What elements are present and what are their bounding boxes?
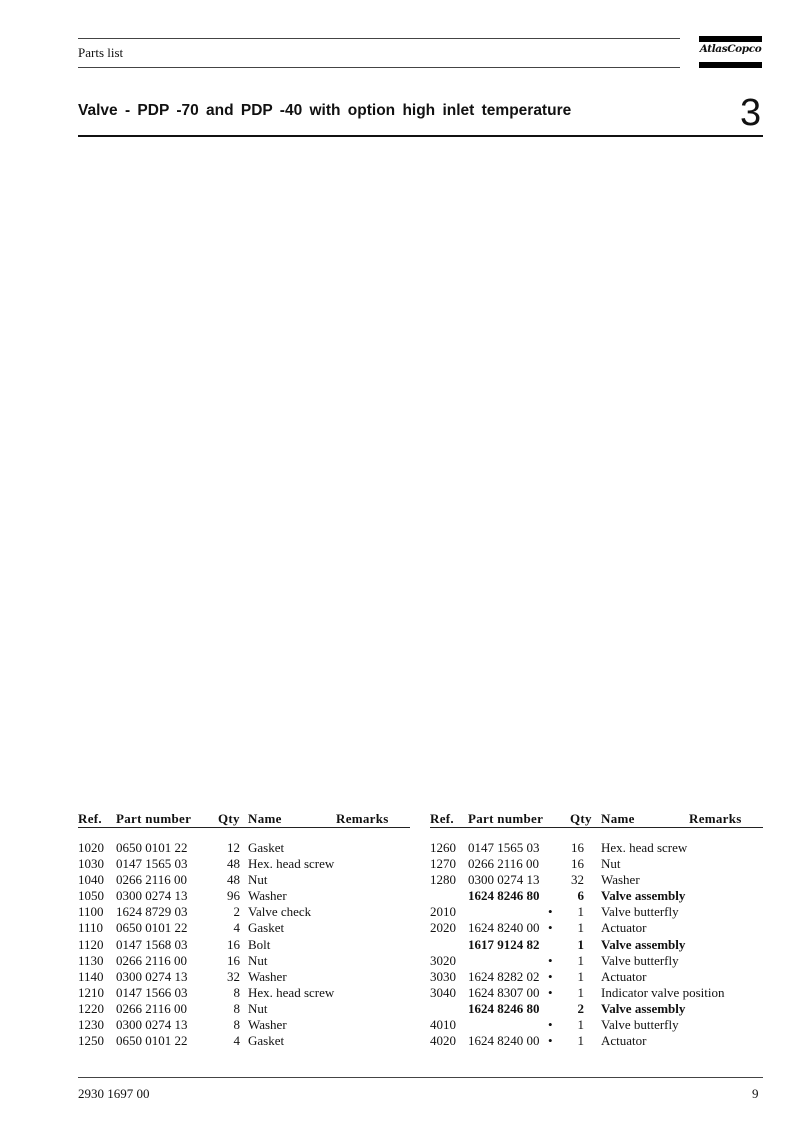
qty-cell: 2 bbox=[577, 1000, 584, 1016]
qty-cell: 48 bbox=[227, 856, 240, 872]
part-number-cell: 1624 8307 00 bbox=[468, 984, 540, 1000]
name-cell: Gasket bbox=[248, 840, 285, 855]
qty-cell: 1 bbox=[577, 904, 584, 920]
name-cell: Hex. head screw bbox=[248, 984, 335, 1000]
name-cell: Nut bbox=[601, 856, 621, 872]
name-cell: Washer bbox=[248, 968, 287, 984]
qty-cell: 16 bbox=[227, 952, 240, 968]
part-number-cell: 0147 1566 03 bbox=[116, 984, 188, 1000]
bullet-cell: • bbox=[548, 1017, 553, 1033]
part-number-cell: 0300 0274 13 bbox=[116, 888, 188, 904]
name-cell: Washer bbox=[601, 872, 640, 888]
table-row bbox=[78, 953, 410, 969]
parts-table-left bbox=[78, 810, 410, 1049]
qty-cell: 32 bbox=[227, 968, 240, 984]
col-name: Name bbox=[601, 811, 635, 826]
part-number-cell: 1624 8282 02 bbox=[468, 968, 540, 984]
qty-cell: 1 bbox=[577, 920, 584, 936]
ref-cell: 1140 bbox=[78, 968, 104, 984]
qty-cell: 16 bbox=[571, 856, 584, 872]
table-row bbox=[78, 904, 410, 920]
ref-cell: 1100 bbox=[78, 904, 104, 920]
table-row bbox=[78, 937, 410, 953]
name-cell: Valve assembly bbox=[601, 1000, 686, 1016]
part-number-cell: 0650 0101 22 bbox=[116, 840, 188, 855]
qty-cell: 1 bbox=[577, 936, 584, 952]
part-number-cell: 1624 8246 80 bbox=[468, 888, 540, 904]
table-header bbox=[78, 810, 410, 828]
name-cell: Washer bbox=[248, 1017, 287, 1033]
ref-cell: 1040 bbox=[78, 872, 104, 888]
name-cell: Indicator valve position bbox=[601, 984, 725, 1000]
qty-cell: 1 bbox=[577, 1033, 584, 1049]
table-row bbox=[78, 969, 410, 985]
ref-cell: 3020 bbox=[430, 952, 456, 968]
logo-text: AtlasCopco bbox=[699, 43, 762, 55]
table-row bbox=[430, 953, 763, 969]
ref-cell: 1250 bbox=[78, 1033, 104, 1049]
qty-cell: 48 bbox=[227, 872, 240, 888]
name-cell: Hex. head screw bbox=[601, 840, 688, 855]
col-qty: Qty bbox=[218, 811, 240, 826]
table-body bbox=[78, 840, 410, 1049]
col-remarks: Remarks bbox=[336, 811, 389, 826]
col-ref: Ref. bbox=[78, 811, 102, 826]
page-number: 9 bbox=[752, 1086, 759, 1101]
table-row bbox=[78, 1001, 410, 1017]
parts-table-right bbox=[430, 810, 763, 1049]
name-cell: Actuator bbox=[601, 920, 647, 936]
col-name: Name bbox=[248, 811, 282, 826]
part-number-cell: 0300 0274 13 bbox=[116, 968, 188, 984]
table-row bbox=[430, 888, 763, 904]
table-row bbox=[430, 969, 763, 985]
table-row bbox=[430, 1017, 763, 1033]
ref-cell: 1020 bbox=[78, 840, 104, 855]
qty-cell: 12 bbox=[227, 840, 240, 855]
table-row bbox=[430, 920, 763, 936]
part-number-cell: 0650 0101 22 bbox=[116, 1033, 188, 1049]
ref-cell: 3030 bbox=[430, 968, 456, 984]
ref-cell: 1120 bbox=[78, 936, 104, 952]
col-ref: Ref. bbox=[430, 811, 454, 826]
part-number-cell: 0147 1565 03 bbox=[116, 856, 188, 872]
bullet-cell: • bbox=[548, 920, 553, 936]
header-rule-top bbox=[78, 38, 680, 39]
col-remarks: Remarks bbox=[689, 811, 742, 826]
table-row bbox=[430, 937, 763, 953]
qty-cell: 8 bbox=[233, 1017, 240, 1033]
name-cell: Valve butterfly bbox=[601, 1017, 679, 1033]
part-number-cell: 0266 2116 00 bbox=[468, 856, 540, 872]
table-row bbox=[78, 856, 410, 872]
name-cell: Nut bbox=[248, 952, 268, 968]
atlas-copco-logo bbox=[699, 36, 762, 68]
part-number-cell: 0300 0274 13 bbox=[116, 1017, 188, 1033]
ref-cell: 2010 bbox=[430, 904, 456, 920]
table-row bbox=[78, 1033, 410, 1049]
ref-cell: 1280 bbox=[430, 872, 456, 888]
name-cell: Valve check bbox=[248, 904, 312, 920]
part-number-cell: 0147 1565 03 bbox=[468, 840, 540, 855]
ref-cell: 2020 bbox=[430, 920, 456, 936]
bullet-cell: • bbox=[548, 984, 553, 1000]
qty-cell: 1 bbox=[577, 1017, 584, 1033]
table-row bbox=[430, 1033, 763, 1049]
header-rule-bottom bbox=[78, 67, 680, 68]
ref-cell: 4010 bbox=[430, 1017, 456, 1033]
qty-cell: 8 bbox=[233, 1000, 240, 1016]
col-qty: Qty bbox=[570, 811, 592, 826]
name-cell: Nut bbox=[248, 872, 268, 888]
qty-cell: 4 bbox=[233, 1033, 240, 1049]
name-cell: Gasket bbox=[248, 1033, 285, 1049]
table-row bbox=[430, 985, 763, 1001]
name-cell: Actuator bbox=[601, 968, 647, 984]
table-row bbox=[78, 840, 410, 856]
title-rule bbox=[78, 135, 763, 137]
qty-cell: 8 bbox=[233, 984, 240, 1000]
ref-cell: 1230 bbox=[78, 1017, 104, 1033]
qty-cell: 32 bbox=[571, 872, 584, 888]
qty-cell: 4 bbox=[233, 920, 240, 936]
table-row bbox=[78, 1017, 410, 1033]
qty-cell: 1 bbox=[577, 968, 584, 984]
table-row bbox=[78, 920, 410, 936]
document-number: 2930 1697 00 bbox=[78, 1086, 150, 1101]
part-number-cell: 0266 2116 00 bbox=[116, 1000, 188, 1016]
table-row bbox=[430, 856, 763, 872]
qty-cell: 16 bbox=[571, 840, 584, 855]
table-row bbox=[430, 872, 763, 888]
ref-cell: 1110 bbox=[78, 920, 104, 936]
ref-cell: 3040 bbox=[430, 984, 456, 1000]
table-body bbox=[430, 840, 763, 1049]
table-row bbox=[78, 985, 410, 1001]
table-row bbox=[78, 872, 410, 888]
qty-cell: 96 bbox=[227, 888, 240, 904]
bullet-cell: • bbox=[548, 952, 553, 968]
name-cell: Valve assembly bbox=[601, 936, 686, 952]
part-number-cell: 0147 1568 03 bbox=[116, 936, 188, 952]
name-cell: Valve butterfly bbox=[601, 952, 679, 968]
bullet-cell: • bbox=[548, 904, 553, 920]
table-header bbox=[430, 810, 763, 828]
ref-cell: 4020 bbox=[430, 1033, 456, 1049]
qty-cell: 16 bbox=[227, 936, 240, 952]
part-number-cell: 1624 8246 80 bbox=[468, 1000, 540, 1016]
name-cell: Valve assembly bbox=[601, 888, 686, 904]
part-number-cell: 1624 8240 00 bbox=[468, 1033, 540, 1049]
table-row bbox=[430, 1001, 763, 1017]
part-number-cell: 1624 8240 00 bbox=[468, 920, 540, 936]
name-cell: Actuator bbox=[601, 1033, 647, 1049]
ref-cell: 1270 bbox=[430, 856, 456, 872]
qty-cell: 1 bbox=[577, 952, 584, 968]
name-cell: Washer bbox=[248, 888, 287, 904]
header-label: Parts list bbox=[78, 45, 124, 60]
ref-cell: 1220 bbox=[78, 1000, 104, 1016]
footer-rule bbox=[78, 1077, 763, 1078]
ref-cell: 1130 bbox=[78, 952, 104, 968]
name-cell: Gasket bbox=[248, 920, 285, 936]
logo-bar-bottom bbox=[699, 62, 762, 68]
qty-cell: 1 bbox=[577, 984, 584, 1000]
table-row bbox=[78, 888, 410, 904]
ref-cell: 1030 bbox=[78, 856, 104, 872]
bullet-cell: • bbox=[548, 968, 553, 984]
part-number-cell: 0266 2116 00 bbox=[116, 872, 188, 888]
name-cell: Hex. head screw bbox=[248, 856, 335, 872]
name-cell: Nut bbox=[248, 1000, 268, 1016]
ref-cell: 1210 bbox=[78, 984, 104, 1000]
table-row bbox=[430, 840, 763, 856]
qty-cell: 6 bbox=[577, 888, 584, 904]
table-row bbox=[430, 904, 763, 920]
chapter-number: 3 bbox=[740, 92, 762, 134]
logo-bar-top bbox=[699, 36, 762, 42]
ref-cell: 1260 bbox=[430, 840, 456, 855]
name-cell: Bolt bbox=[248, 936, 271, 952]
part-number-cell: 1617 9124 82 bbox=[468, 936, 540, 952]
bullet-cell: • bbox=[548, 1033, 553, 1049]
part-number-cell: 0266 2116 00 bbox=[116, 952, 188, 968]
part-number-cell: 1624 8729 03 bbox=[116, 904, 188, 920]
part-number-cell: 0650 0101 22 bbox=[116, 920, 188, 936]
page-title: Valve - PDP -70 and PDP -40 with option high inlet temperature bbox=[78, 102, 572, 119]
part-number-cell: 0300 0274 13 bbox=[468, 872, 540, 888]
col-part-number: Part number bbox=[468, 811, 544, 826]
qty-cell: 2 bbox=[233, 904, 240, 920]
col-part-number: Part number bbox=[116, 811, 192, 826]
name-cell: Valve butterfly bbox=[601, 904, 679, 920]
ref-cell: 1050 bbox=[78, 888, 104, 904]
